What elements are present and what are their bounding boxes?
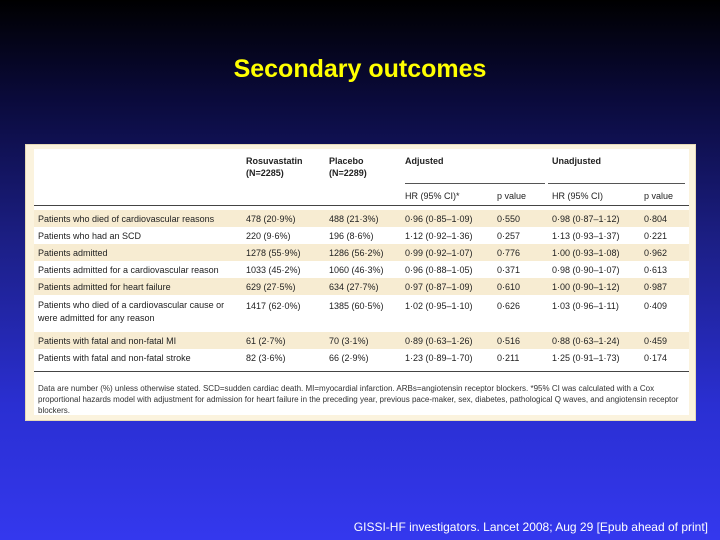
cell-adjusted-hr: 1·12 (0·92–1·36) (405, 231, 473, 241)
row-label: Patients who died of a cardiovascular cause or were admitted for any reason (38, 300, 225, 323)
cell-unadjusted-hr: 0·98 (0·90–1·07) (552, 265, 620, 275)
cell-rosuvastatin: 1417 (62·0%) (246, 301, 301, 311)
cell-adjusted-p: 0·776 (497, 248, 521, 258)
header-adjusted: Adjusted (405, 156, 444, 166)
cell-rosuvastatin: 478 (20·9%) (246, 214, 296, 224)
cell-placebo: 196 (8·6%) (329, 231, 374, 241)
cell-placebo: 1286 (56·2%) (329, 248, 384, 258)
table-row (34, 295, 689, 328)
header-rosuvastatin: Rosuvastatin (N=2285) (246, 156, 303, 178)
cell-adjusted-hr: 1·02 (0·95–1·10) (405, 301, 473, 311)
table-row (34, 244, 689, 261)
header-placebo: Placebo (N=2289) (329, 156, 367, 178)
table-row (34, 210, 689, 227)
row-label: Patients with fatal and non-fatal stroke (38, 353, 191, 363)
cell-placebo: 488 (21·3%) (329, 214, 379, 224)
cell-adjusted-p: 0·211 (497, 353, 520, 363)
cell-rosuvastatin: 1033 (45·2%) (246, 265, 301, 275)
cell-unadjusted-p: 0·962 (644, 248, 668, 258)
cell-rosuvastatin: 61 (2·7%) (246, 336, 286, 346)
cell-placebo: 1385 (60·5%) (329, 301, 384, 311)
cell-adjusted-hr: 0·96 (0·85–1·09) (405, 214, 473, 224)
cell-unadjusted-hr: 0·98 (0·87–1·12) (552, 214, 620, 224)
cell-unadjusted-hr: 1·25 (0·91–1·73) (552, 353, 620, 363)
row-label: Patients admitted for a cardiovascular reason (38, 265, 219, 275)
cell-adjusted-p: 0·371 (497, 265, 521, 275)
table-row (34, 349, 689, 366)
cell-unadjusted-hr: 1·13 (0·93–1·37) (552, 231, 620, 241)
cell-adjusted-p: 0·516 (497, 336, 521, 346)
cell-adjusted-hr: 0·96 (0·88–1·05) (405, 265, 473, 275)
cell-rosuvastatin: 1278 (55·9%) (246, 248, 301, 258)
cell-unadjusted-hr: 0·88 (0·63–1·24) (552, 336, 620, 346)
cell-placebo: 66 (2·9%) (329, 353, 369, 363)
cell-adjusted-hr: 0·89 (0·63–1·26) (405, 336, 473, 346)
cell-adjusted-p: 0·257 (497, 231, 521, 241)
cell-placebo: 70 (3·1%) (329, 336, 369, 346)
cell-unadjusted-p: 0·987 (644, 282, 668, 292)
cell-rosuvastatin: 629 (27·5%) (246, 282, 296, 292)
cell-placebo: 1060 (46·3%) (329, 265, 384, 275)
cell-unadjusted-p: 0·804 (644, 214, 668, 224)
table-row (34, 278, 689, 295)
row-label: Patients who had an SCD (38, 231, 142, 241)
cell-adjusted-hr: 1·23 (0·89–1·70) (405, 353, 473, 363)
cell-adjusted-p: 0·610 (497, 282, 521, 292)
table-footnote: Data are number (%) unless otherwise stated. SCD=sudden cardiac death. MI=myocardial infarction. ARBs=angiotensin receptor blockers. *95% CI was calculated with a Cox proportional hazards model with adjustment for admission for heart failure in the preceding year, previous pace-maker, sex, diabetes, pathological Q waves, and angiotensin receptor blockers. (38, 384, 679, 415)
cell-adjusted-p: 0·626 (497, 301, 521, 311)
header-unadjusted: Unadjusted (552, 156, 602, 166)
table-row (34, 261, 689, 278)
outcomes-table (34, 149, 689, 415)
row-label: Patients admitted (38, 248, 108, 258)
outcomes-table-panel (25, 144, 696, 421)
subheader-adj-p: p value (497, 191, 527, 201)
cell-rosuvastatin: 82 (3·6%) (246, 353, 286, 363)
row-label: Patients who died of cardiovascular reasons (38, 214, 215, 224)
slide-title: Secondary outcomes (233, 55, 487, 83)
cell-adjusted-hr: 0·99 (0·92–1·07) (405, 248, 473, 258)
cell-rosuvastatin: 220 (9·6%) (246, 231, 291, 241)
cell-placebo: 634 (27·7%) (329, 282, 379, 292)
cell-unadjusted-p: 0·221 (644, 231, 668, 241)
cell-unadjusted-hr: 1·00 (0·93–1·08) (552, 248, 620, 258)
table-row (34, 227, 689, 244)
cell-unadjusted-hr: 1·03 (0·96–1·11) (552, 301, 619, 311)
cell-unadjusted-p: 0·613 (644, 265, 668, 275)
citation: GISSI-HF investigators. Lancet 2008; Aug 29 [Epub ahead of print] (353, 520, 708, 534)
adjusted-divider (405, 183, 545, 184)
subheader-adj-hr: HR (95% CI)* (405, 191, 460, 201)
subheader-unadj-p: p value (644, 191, 674, 201)
cell-unadjusted-p: 0·174 (644, 353, 668, 363)
cell-unadjusted-p: 0·459 (644, 336, 668, 346)
table-row (34, 332, 689, 349)
header-bottom-rule (34, 205, 689, 206)
row-label: Patients with fatal and non-fatal MI (38, 336, 177, 346)
subheader-unadj-hr: HR (95% CI) (552, 191, 604, 201)
cell-unadjusted-hr: 1·00 (0·90–1·12) (552, 282, 620, 292)
cell-unadjusted-p: 0·409 (644, 301, 668, 311)
row-label: Patients admitted for heart failure (38, 282, 171, 292)
cell-adjusted-hr: 0·97 (0·87–1·09) (405, 282, 473, 292)
table-bottom-rule (34, 371, 689, 372)
cell-adjusted-p: 0·550 (497, 214, 521, 224)
unadjusted-divider (548, 183, 685, 184)
